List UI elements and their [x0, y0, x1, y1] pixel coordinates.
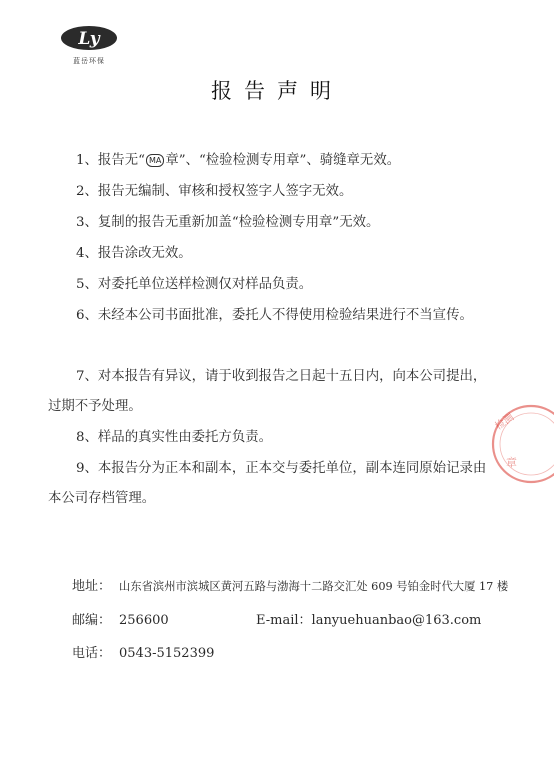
address-label: 地址：: [72, 579, 112, 594]
logo-mark-icon: [60, 24, 118, 52]
svg-text:检测: 检测: [493, 411, 517, 433]
company-seal-stamp: [476, 398, 554, 494]
clause-8: 8、样品的真实性由委托方负责。: [76, 430, 272, 445]
email-value: lanyuehuanbao@163.com: [311, 613, 482, 628]
email-label: E-mail：: [256, 613, 312, 628]
clause-2: 2、报告无编制、审核和授权签字人签字无效。: [76, 184, 353, 199]
clause-1-before: 1、报告无“: [76, 153, 145, 168]
clause-5: 5、对委托单位送样检测仅对样品负责。: [76, 277, 313, 292]
address-line: [72, 575, 508, 594]
logo-company-short: 蓝岳环保: [73, 57, 105, 65]
clause-6: 6、未经本公司书面批准，委托人不得使用检验结果进行不当宣传。: [76, 308, 473, 323]
phone-label: 电话：: [72, 646, 112, 661]
clause-1-after: 章”、“检验检测专用章”、骑缝章无效。: [165, 153, 401, 168]
address-value: 山东省滨州市滨城区黄河五路与渤海十二路交汇处 609 号铂金时代大厦 17 楼: [119, 580, 509, 593]
postcode-value: 256600: [119, 613, 169, 628]
postcode-label: 邮编：: [72, 613, 112, 628]
phone-value: 0543-5152399: [119, 646, 215, 661]
clause-3: 3、复制的报告无重新加盖“检验检测专用章”无效。: [76, 215, 380, 230]
clause-7-line-1: 7、对本报告有异议，请于收到报告之日起十五日内，向本公司提出，: [76, 369, 487, 384]
clause-4: 4、报告涂改无效。: [76, 246, 192, 261]
ma-mark-icon: MA: [146, 154, 164, 167]
phone-line: [72, 642, 214, 661]
clause-9-line-1: 9、本报告分为正本和副本，正本交与委托单位，副本连同原始记录由: [76, 461, 487, 476]
logo-mark-text: Ly: [78, 29, 100, 49]
email-line: [256, 609, 481, 628]
clause-7-line-2: 过期不予处理。: [48, 399, 142, 414]
clause-1: [76, 149, 400, 168]
clause-9-line-2: 本公司存档管理。: [48, 491, 156, 506]
svg-text:章: 章: [506, 456, 517, 469]
page-title: 报告声明: [211, 79, 343, 103]
company-logo: [60, 24, 118, 65]
seal-icon: [476, 398, 554, 494]
postcode-line: [72, 609, 169, 628]
